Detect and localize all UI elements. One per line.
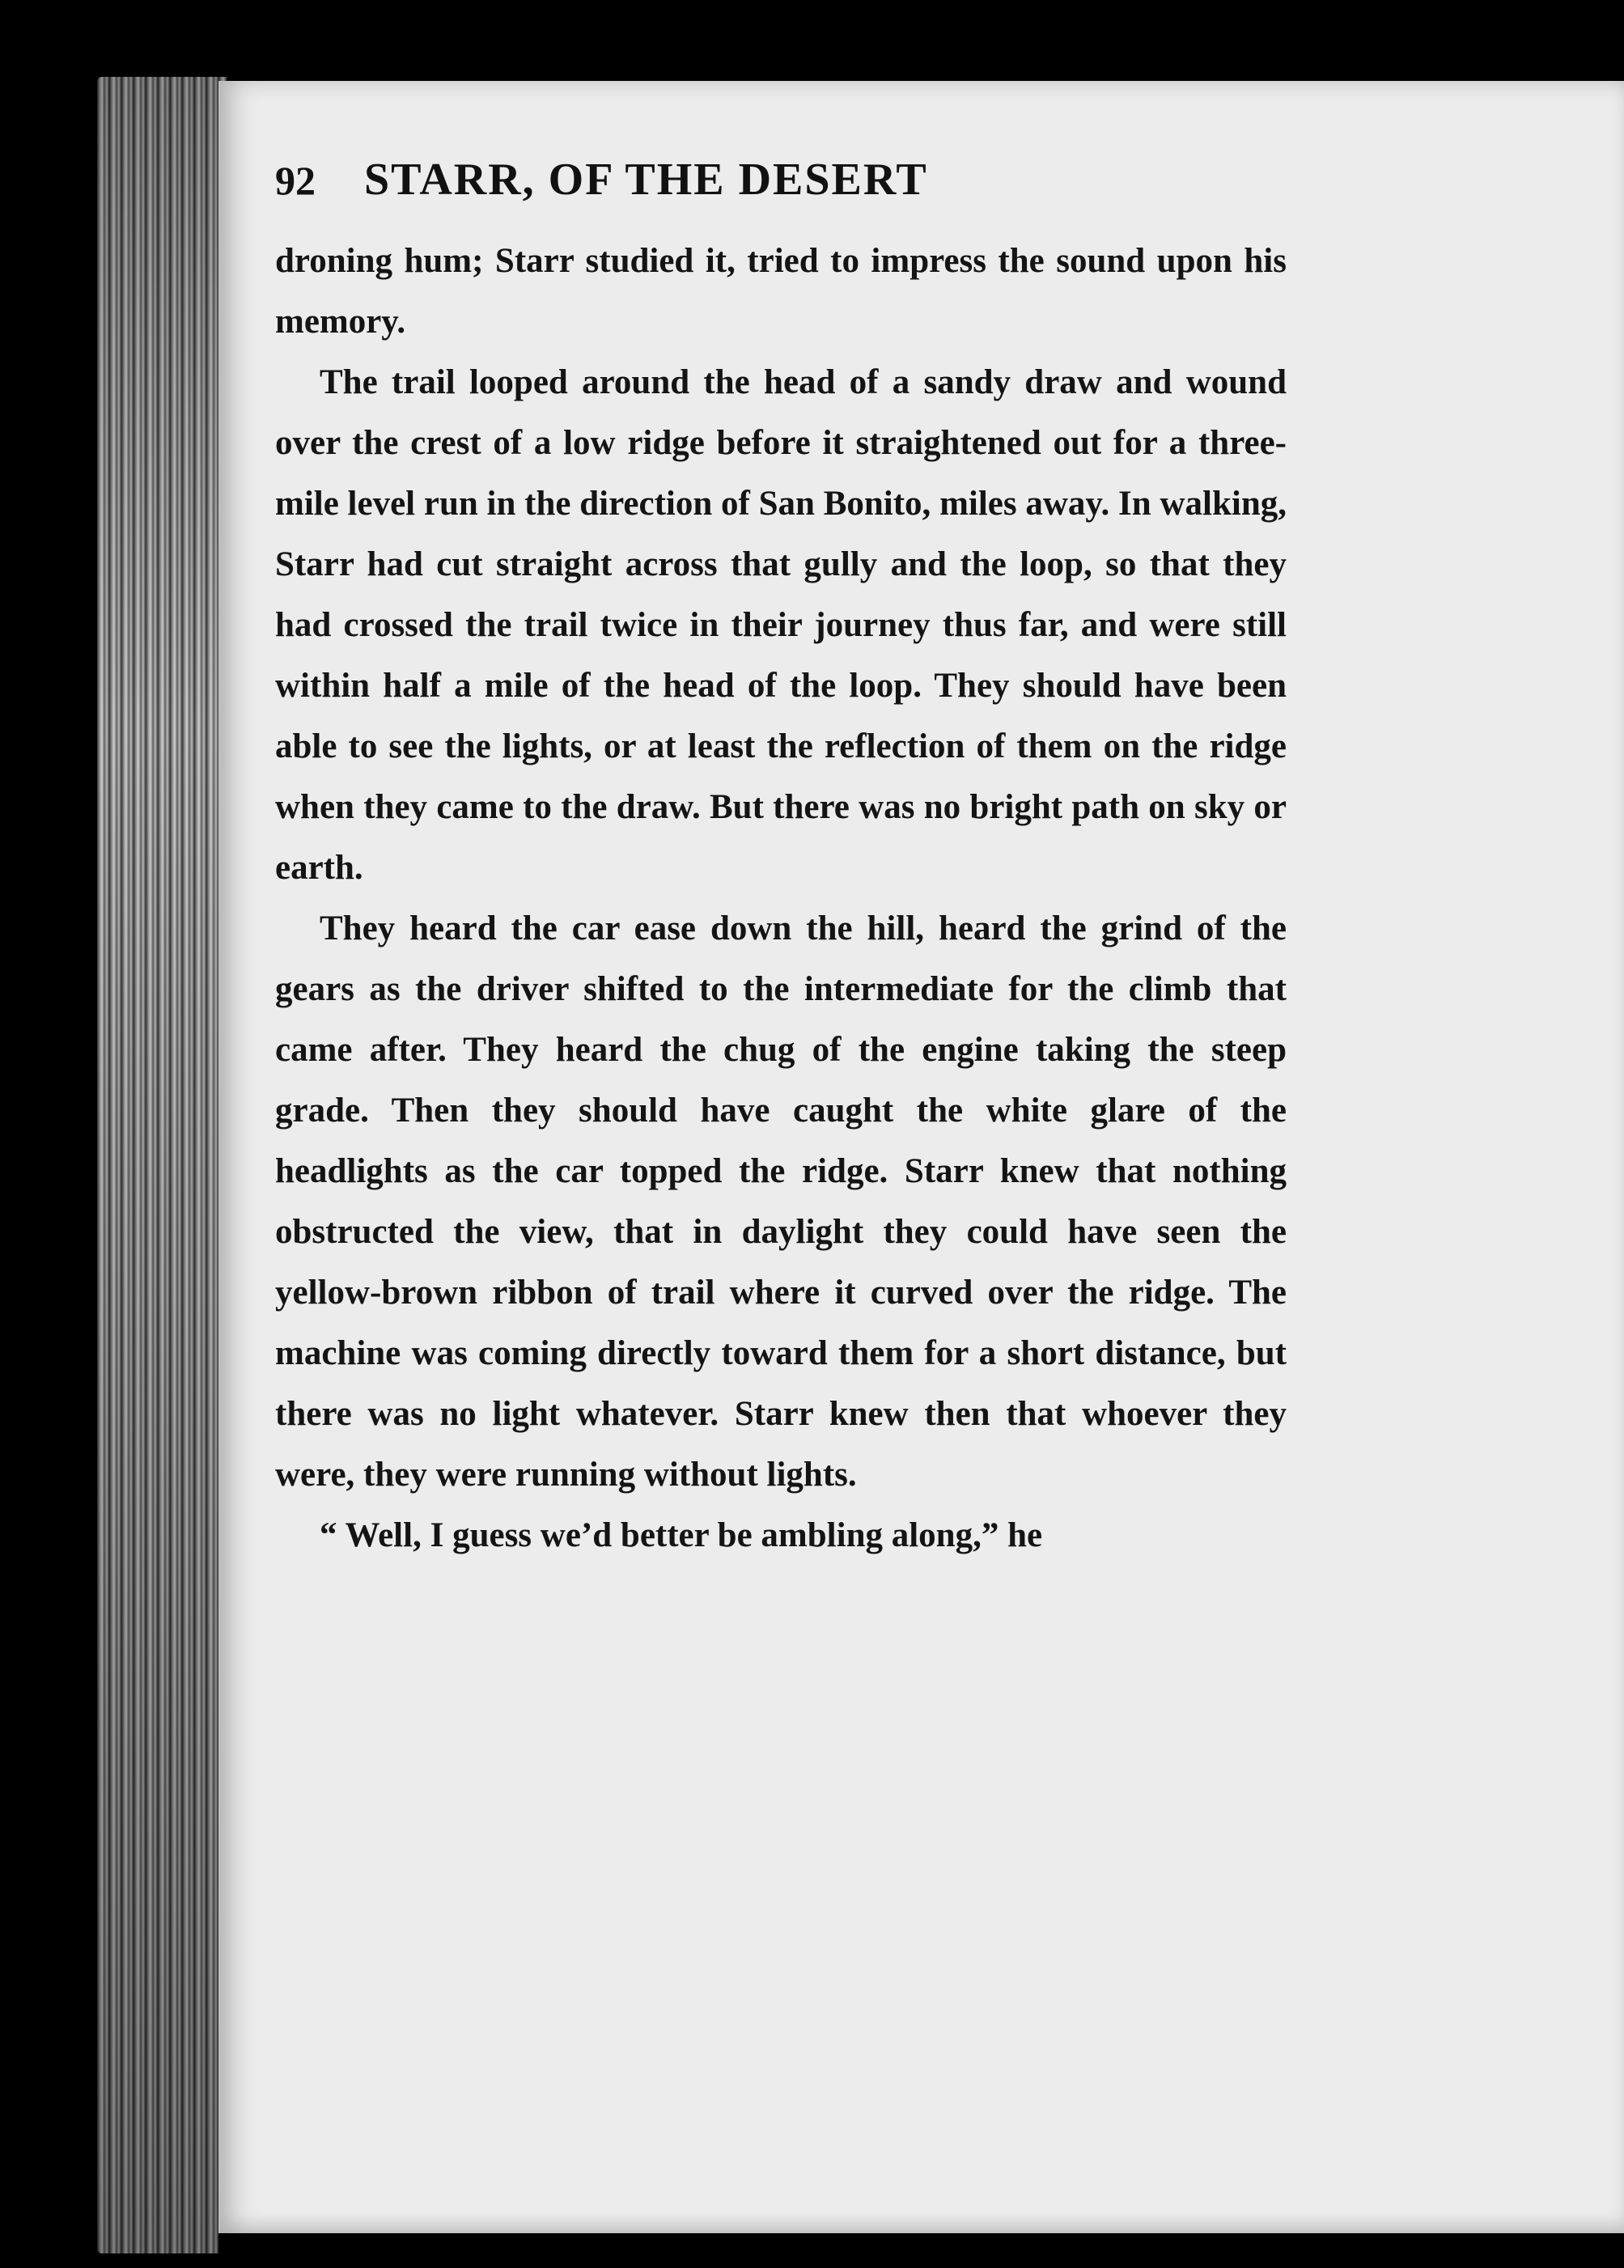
scan-border [218, 2233, 1624, 2268]
paragraph: The trail looped around the head of a sandy draw and wound over the crest of a low ridge before it straightened out for a three-mile level run in the direction of San Bonito, miles away. In walking, Starr had cut straight across that gully and the loop, so that they had crossed the trail twice in their journey thus far, and were still within half a mile of the head of the loop. They should have been able to see the lights, or at least the reflection of them on the ridge when they came to the draw. But there was no bright path on sky or earth. [275, 363, 1287, 887]
paragraph-continued: droning hum; Starr studied it, tried to impress the sound upon his memory. [275, 242, 1287, 341]
running-head-title: STARR, OF THE DESERT [364, 155, 928, 205]
book-page-edges [97, 77, 227, 2253]
paragraph: They heard the car ease down the hill, heard the grind of the gears as the driver shifted to the intermediate for the climb that came after. They heard the chug of the engine taking the steep grade. Then they should have caught the white glare of the headlights as the car topped the ridge. Starr knew that nothing obstructed the view, that in daylight they could have seen the yellow-brown ribbon of trail where it curved over the ridge. The machine was coming directly toward them for a short distance, but there was no light whatever. Starr knew then that whoever they were, they were running without lights. [275, 909, 1287, 1494]
body-text [275, 231, 1287, 1566]
page-text-block [275, 154, 1287, 1566]
page-number: 92 [275, 158, 316, 203]
running-head [275, 154, 1287, 231]
paragraph-dialogue: “ Well, I guess we’d better be ambling along,” he [320, 1516, 1043, 1554]
